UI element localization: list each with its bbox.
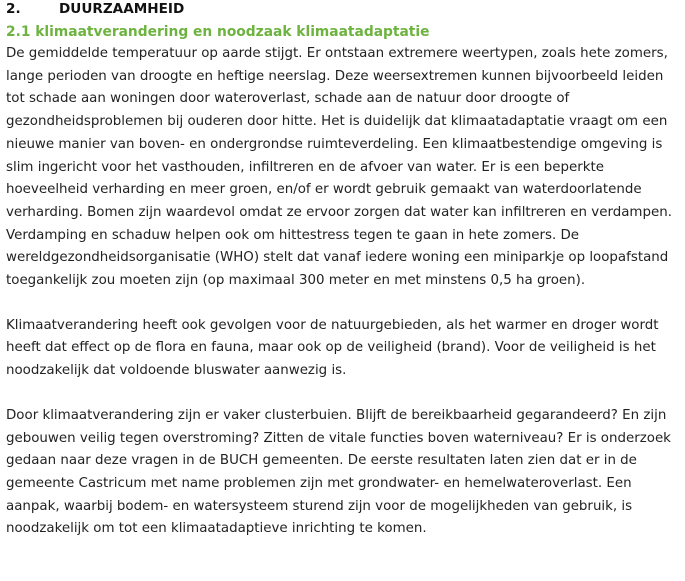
- paragraph-nature-areas: Klimaatverandering heeft ook gevolgen voor de natuurgebieden, als het warmer en droger wordt heeft dat effect op de flora en fauna, maar ook op de veiligheid (brand). Voor de veiligheid is het noodzakelijk dat voldoende bluswater aanwezig is.: [6, 317, 659, 379]
- chapter-heading: [6, 0, 679, 19]
- chapter-number: 2.: [6, 1, 21, 17]
- section-heading: 2.1 klimaatverandering en noodzaak klimaatadaptatie: [6, 24, 430, 40]
- paragraph-cloudbursts: Door klimaatverandering zijn er vaker clusterbuien. Blijft de bereikbaarheid gegarandeerd? En zijn gebouwen veilig tegen overstroming? Zitten de vitale functies boven waterniveau? Er is onderzoek gedaan naar deze vragen in de BUCH gemeenten. De eerste resultaten laten zien dat er in de gemeente Castricum met name problemen zijn met grondwater- en hemelwateroverlast. Een aanpak, waarbij bodem- en watersysteem sturend zijn voor de mogelijkheden van gebruik, is noodzakelijk om tot een klimaatadaptieve inrichting te komen.: [6, 407, 671, 537]
- paragraph-climate-adaptation: De gemiddelde temperatuur op aarde stijgt. Er ontstaan extremere weertypen, zoals hete zomers, lange perioden van droogte en heftige neerslag. Deze weersextremen kunnen bijvoorbeeld leiden tot schade aan woningen door wateroverlast, schade aan de natuur door droogte of gezondheidsproblemen bij ouderen door hitte. Het is duidelijk dat klimaatadaptatie vraagt om een nieuwe manier van boven- en ondergrondse ruimteverdeling. Een klimaatbestendige omgeving is slim ingericht voor het vasthouden, infiltreren en de afvoer van water. Er is een beperkte hoeveelheid verharding en meer groen, en/of er wordt gebruik gemaakt van waterdoorlatende verharding. Bomen zijn waardevol omdat ze ervoor zorgen dat water kan infiltreren en verdampen. Verdamping en schaduw helpen ook om hittestress tegen te gaan in hete zomers. De wereldgezondheidsorganisatie (WHO) stelt dat vanaf iedere woning een miniparkje op loopafstand toegankelijk zou moeten zijn (op maximaal 300 meter en met minstens 0,5 ha groen).: [6, 46, 672, 289]
- chapter-title: DUURZAAMHEID: [59, 1, 185, 17]
